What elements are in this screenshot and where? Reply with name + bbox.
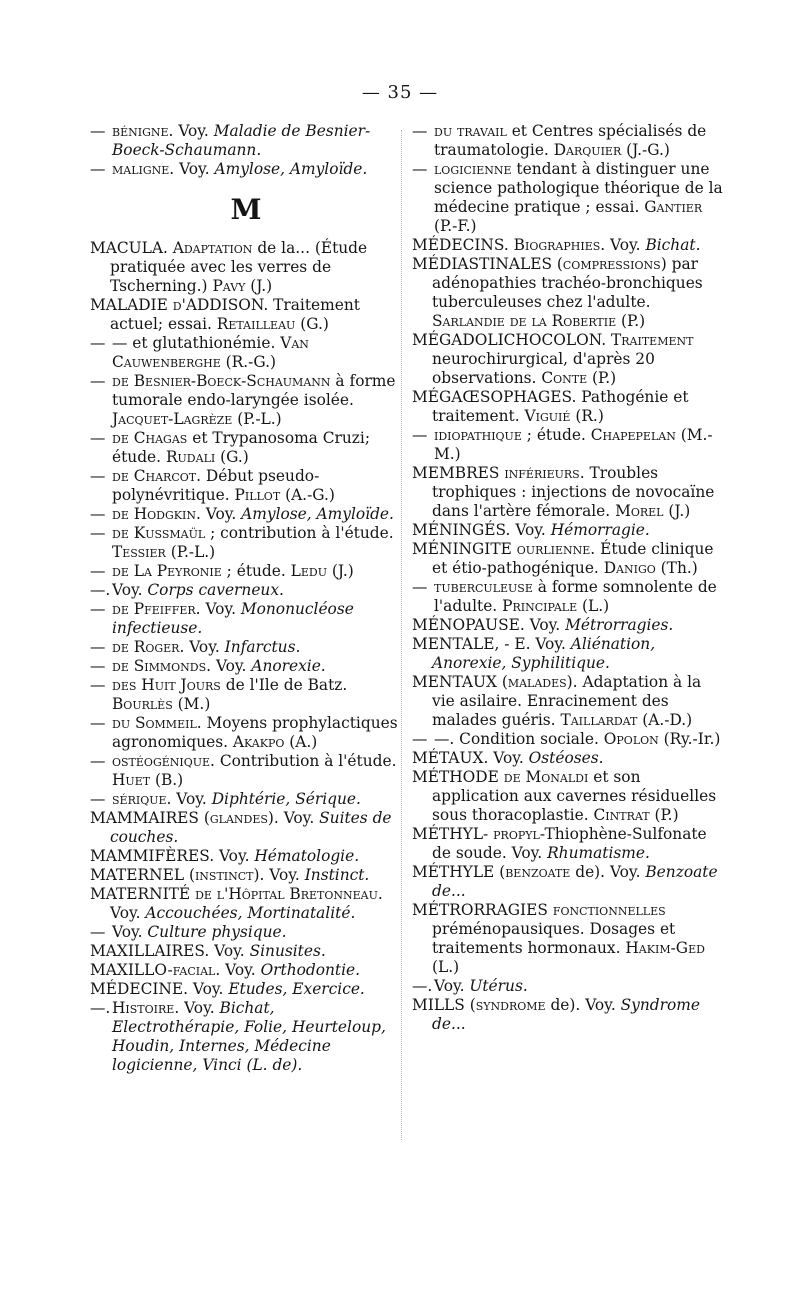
index-entry [90,942,402,961]
entry-text: (J.-G.) [621,141,670,159]
small-caps-text: de Hodgkin. [112,505,201,523]
entry-text: MENTAUX [412,673,502,691]
small-caps-text: Rudali [165,448,216,466]
index-entry [412,901,724,977]
entry-text: ; contribution à l'étude. [205,524,394,542]
small-caps-text: Morel [615,502,664,520]
entry-text: (L.) [577,597,610,615]
small-caps-text: (benzoate [499,863,571,881]
small-caps-text: fonctionnelles [552,901,666,919]
index-entry [412,635,724,673]
entry-text: MAXILLAIRES. Voy. [90,942,250,960]
entry-text: tendant à distinguer une science pathologique théorique de la médecine pratique ; essai. [434,160,723,216]
small-caps-text: idiopathique [434,426,522,444]
cross-reference: Hématologie. [254,847,360,865]
entry-text: MATERNEL [90,866,189,884]
cross-reference: Aliénation, Anorexie, Syphilitique. [432,635,656,672]
entry-text: (Ry.-Ir.) [658,730,721,748]
index-entry [90,809,402,847]
cross-reference: Anorexie. [251,657,326,675]
entry-text: (A.-G.) [280,486,335,504]
small-caps-text: (instinct). [188,866,265,884]
cross-reference: Mononucléose infectieuse. [112,600,354,637]
index-subentry [90,676,402,714]
index-entry [90,961,402,980]
small-caps-text: de Roger. [112,638,185,656]
index-entry [412,255,724,331]
entry-dash: —. [90,581,111,599]
entry-text: MÉNOPAUSE. Voy. [412,616,566,634]
small-caps-text: (glandes). [203,809,279,827]
small-caps-text: des Huit Jours [112,676,221,694]
small-caps-text: Danigo [603,559,656,577]
entry-dash: — [90,790,106,808]
index-entry [412,464,724,521]
entry-dash: — [90,372,106,390]
index-entry [90,885,402,923]
entry-text: MAMMIFÈRES. Voy. [90,847,255,865]
small-caps-text: Tessier [112,543,166,561]
entry-dash: — [90,505,106,523]
entry-text: Voy. [220,961,261,979]
entry-text: ; étude. [221,562,291,580]
index-entry [412,749,724,768]
entry-text: —. Condition sociale. [434,730,604,748]
entry-text: Voy. [184,638,225,656]
cross-reference: Accouchées, Mortinatalité. [145,904,356,922]
entry-dash: —. [90,999,111,1017]
entry-text: Voy. [110,904,146,922]
index-subentry [90,160,402,179]
small-caps-text: Principale [502,597,578,615]
entry-dash: — [90,122,106,140]
letter-heading: M [230,193,262,226]
entry-text: de la... (Étude pratiquée avec les verres de Tscherning.) [110,239,368,295]
small-caps-text: Gantier [644,198,703,216]
entry-text: MÉTRORRAGIES [412,901,553,919]
entry-text: MÉNINGITE [412,540,517,558]
small-caps-text: de l'Hôpital Bretonneau. [195,885,383,903]
index-entry [90,866,402,885]
cross-reference: Syndrome de... [432,996,700,1033]
entry-text: MALADIE [90,296,173,314]
entry-text: MAMMAIRES [90,809,204,827]
small-caps-text: de Charcot. [112,467,201,485]
entry-text: MILLS [412,996,470,1014]
entry-text: Moyens prophylactiques agronomiques. [112,714,398,751]
entry-dash: — [90,657,106,675]
cross-reference: Maladie de Besnier-Boeck-Schaumann. [112,122,371,159]
entry-text: (P.) [587,369,617,387]
entry-text: neurochirurgical, d'après 20 observations. [432,350,655,387]
entry-dash: — [90,752,106,770]
index-subentry [90,657,402,676]
cross-reference: Suites de couches. [110,809,392,846]
cross-reference: Corps caverneux. [147,581,284,599]
entry-text: ADDISON. Traitement actuel; essai. [110,296,360,333]
entry-text: (P.-F.) [434,217,477,235]
index-subentry [412,578,724,616]
small-caps-text: d' [172,296,186,314]
entry-text: MÉDIASTINALES [412,255,557,273]
entry-text: MÉTHYLE [412,863,500,881]
entry-dash: — [90,638,106,656]
entry-text: (A.-D.) [637,711,693,729]
small-caps-text: Opolon [603,730,659,748]
small-caps-text: Ledu [290,562,328,580]
entry-text: MÉGAŒSOPHAGES. Pathogénie et traitement. [412,388,689,425]
small-caps-text: (syndrome [469,996,546,1014]
small-caps-text: Jacquet-Lagrèze [112,410,233,428]
cross-reference: Benzoate de... [432,863,718,900]
cross-reference: Rhumatisme. [547,844,650,862]
index-subentry [90,505,402,524]
index-entry [412,388,724,426]
entry-text: Voy. [112,581,148,599]
small-caps-text: de Monaldi [503,768,589,786]
small-caps-text: Retailleau [216,315,296,333]
index-subentry [90,790,402,809]
entry-dash: — [90,923,106,941]
index-entry [412,863,724,901]
index-subentry [90,923,402,942]
entry-text: MÉTHYL- [412,825,494,843]
index-entry [90,847,402,866]
index-column-right [412,122,724,1034]
index-subentry [90,122,402,160]
entry-dash: — [90,676,106,694]
cross-reference: Culture physique. [147,923,287,941]
entry-dash: — [90,429,106,447]
small-caps-text: Cintrat [593,806,650,824]
entry-text: (M.-M.) [434,426,713,463]
entry-text: Voy. [179,999,220,1017]
small-caps-text: logicienne [434,160,512,178]
index-entry [90,296,402,334]
index-entry [412,673,724,730]
small-caps-text: (compressions) [556,255,667,273]
entry-text: (P.) [649,806,679,824]
index-subentry [412,122,724,160]
small-caps-text: Viguié [524,407,571,425]
entry-dash: — [90,714,106,732]
small-caps-text: propyl [493,825,540,843]
entry-dash: —. [412,977,433,995]
entry-text: MÉDECINE. Voy. [90,980,229,998]
small-caps-text: sérique. [112,790,172,808]
index-subentry [412,977,724,996]
entry-text: Voy. [200,600,241,618]
entry-text: Voy. [112,923,148,941]
index-subentry [90,752,402,790]
entry-text: (A.) [284,733,318,751]
small-caps-text: Bourlès [112,695,173,713]
entry-text: (J.) [663,502,691,520]
index-subentry [90,999,402,1075]
small-caps-text: ourlienne. [516,540,596,558]
cross-reference: Etudes, Exercice. [228,980,365,998]
index-entry [412,521,724,540]
small-caps-text: tuberculeuse [434,578,533,596]
entry-text: (M.) [172,695,211,713]
entry-text: à forme somnolente de l'adulte. [434,578,717,615]
entry-text: Troubles trophiques : injections de novocaïne dans l'artère fémorale. [432,464,715,520]
small-caps-text: bénigne. [112,122,174,140]
small-caps-text: Adaptation [172,239,253,257]
index-subentry [90,524,402,562]
index-entry [412,768,724,825]
entry-text: Voy. [211,657,252,675]
index-subentry [90,372,402,429]
entry-text: ; étude. [521,426,591,444]
entry-text: MEMBRES [412,464,505,482]
entry-text: par adénopathies trachéo-bronchiques tuberculeuses chez l'adulte. [432,255,703,311]
small-caps-text: Traitement [610,331,694,349]
index-subentry [90,429,402,467]
entry-text: MÉNINGÉS. Voy. [412,521,551,539]
cross-reference: Infarctus. [224,638,301,656]
entry-dash: — [90,467,106,485]
entry-text: Voy. [605,236,646,254]
index-entry [412,540,724,578]
small-caps-text: de Simmonds. [112,657,212,675]
entry-text: Contribution à l'étude. [214,752,397,770]
entry-dash: — [90,600,106,618]
entry-text: à forme tumorale endo-laryngée isolée. [112,372,396,409]
index-entry [412,616,724,635]
entry-text: (L.) [432,958,460,976]
index-entry [90,239,402,296]
cross-reference: Hémorragie. [550,521,650,539]
entry-text: Voy. [200,505,242,523]
entry-text: et Trypanosoma Cruzi; étude. [112,429,371,466]
entry-text: -Thiophène-Sulfonate de soude. Voy. [432,825,707,862]
cross-reference: Bichat. [645,236,701,254]
small-caps-text: ostéogénique. [112,752,215,770]
small-caps-text: de La Peyronie [112,562,222,580]
index-subentry [90,334,402,372]
entry-text: MÉGADOLICHOCOLON. [412,331,611,349]
column-divider [401,130,402,1140]
small-caps-text: de Chagas [112,429,188,447]
entry-text: (J.) [327,562,354,580]
small-caps-text: Chapepelan [590,426,676,444]
entry-dash: — [412,122,428,140]
entry-text: MÉTAUX. Voy. [412,749,529,767]
entry-text: MAXILLO- [90,961,173,979]
index-subentry [412,730,724,749]
entry-dash: — [412,730,428,748]
index-subentry [90,467,402,505]
entry-text: (R.-G.) [220,353,276,371]
cross-reference: Amylose, Amyloïde. [214,160,368,178]
index-entry [412,996,724,1034]
cross-reference: Orthodontie. [260,961,361,979]
entry-text: (G.) [215,448,249,466]
cross-reference: Bichat, Electrothérapie, Folie, Heurteloup, Houdin, Internes, Médecine logicienne, Vinci (L. de). [112,999,386,1074]
index-subentry [90,600,402,638]
entry-dash: — [90,160,106,178]
cross-reference: Métrorragies. [565,616,674,634]
entry-text: et Centres spécialisés de traumatologie. [434,122,707,159]
entry-dash: — [90,334,106,352]
entry-text: (B.) [150,771,184,789]
entry-text: MÉDECINS. [412,236,514,254]
entry-text: préménopausiques. Dosages et traitements hormonaux. [432,920,676,957]
entry-text: et son application aux cavernes résiduelles sous thoracoplastie. [432,768,717,824]
small-caps-text: Darquier [553,141,622,159]
small-caps-text: de Pfeiffer. [112,600,201,618]
index-entry [412,825,724,863]
small-caps-text: Pillot [234,486,281,504]
entry-text: Début pseudo-polynévritique. [112,467,320,504]
entry-text: de). Voy. [545,996,621,1014]
entry-dash: — [412,578,428,596]
small-caps-text: du travail [434,122,507,140]
cross-reference: Sinusites. [249,942,326,960]
entry-text: Voy. [173,122,214,140]
entry-text: (P.-L.) [232,410,282,428]
small-caps-text: Biographies. [513,236,606,254]
small-caps-text: Histoire. [112,999,180,1017]
cross-reference: Diphtérie, Sérique. [211,790,361,808]
small-caps-text: facial. [172,961,221,979]
index-entry [90,980,402,999]
small-caps-text: Hakim-Ged [625,939,705,957]
index-subentry [90,581,402,600]
entry-dash: — [90,524,106,542]
entry-text: (P.-L.) [165,543,216,561]
small-caps-text: du Sommeil. [112,714,202,732]
index-entry [412,236,724,255]
entry-dash: — [412,426,428,444]
entry-text: Voy. [434,977,470,995]
small-caps-text: Akakpo [232,733,285,751]
index-subentry [90,562,402,581]
small-caps-text: inférieurs. [504,464,585,482]
cross-reference: Utérus. [469,977,528,995]
entry-text: (Th.) [655,559,698,577]
entry-text: Adaptation à la vie asilaire. Enracinement des malades guéris. [432,673,702,729]
entry-text: MACULA. [90,239,173,257]
index-subentry [90,638,402,657]
entry-text: de l'Ile de Batz. [220,676,348,694]
index-column-left [90,122,402,1075]
entry-text: Étude clinique et étio-pathogénique. [432,540,714,577]
entry-text: (R.) [570,407,604,425]
small-caps-text: Sarlandie de la Robertie [432,312,617,330]
small-caps-text: Van Cauwenberghe [112,334,309,371]
entry-text: MENTALE, - E. Voy. [412,635,571,653]
entry-text: (G.) [295,315,329,333]
small-caps-text: Conte [541,369,588,387]
index-entry [412,331,724,388]
entry-text: Voy. [171,790,212,808]
entry-text: MÉTHODE [412,768,504,786]
entry-text: — et glutathionémie. [112,334,281,352]
index-subentry [90,714,402,752]
small-caps-text: Taillardat [560,711,638,729]
small-caps-text: de Kussmaül [112,524,206,542]
page-number: — 35 — [361,82,439,103]
entry-text: MATERNITÉ [90,885,196,903]
entry-text: de). Voy. [570,863,646,881]
small-caps-text: Pavy [212,277,246,295]
small-caps-text: de Besnier-Boeck-Schaumann [112,372,331,390]
entry-text: (J.) [245,277,273,295]
entry-text: (P.) [616,312,646,330]
entry-text: Voy. [264,866,305,884]
cross-reference: Instinct. [304,866,370,884]
cross-reference: Amylose, Amyloïde. [241,505,394,523]
index-subentry [412,426,724,464]
small-caps-text: maligne. [112,160,175,178]
entry-text: Voy. [278,809,320,827]
index-subentry [412,160,724,236]
entry-dash: — [90,562,106,580]
small-caps-text: (malades). [501,673,578,691]
small-caps-text: Huet [112,771,151,789]
cross-reference: Ostéoses. [528,749,604,767]
entry-dash: — [412,160,428,178]
entry-text: Voy. [174,160,215,178]
